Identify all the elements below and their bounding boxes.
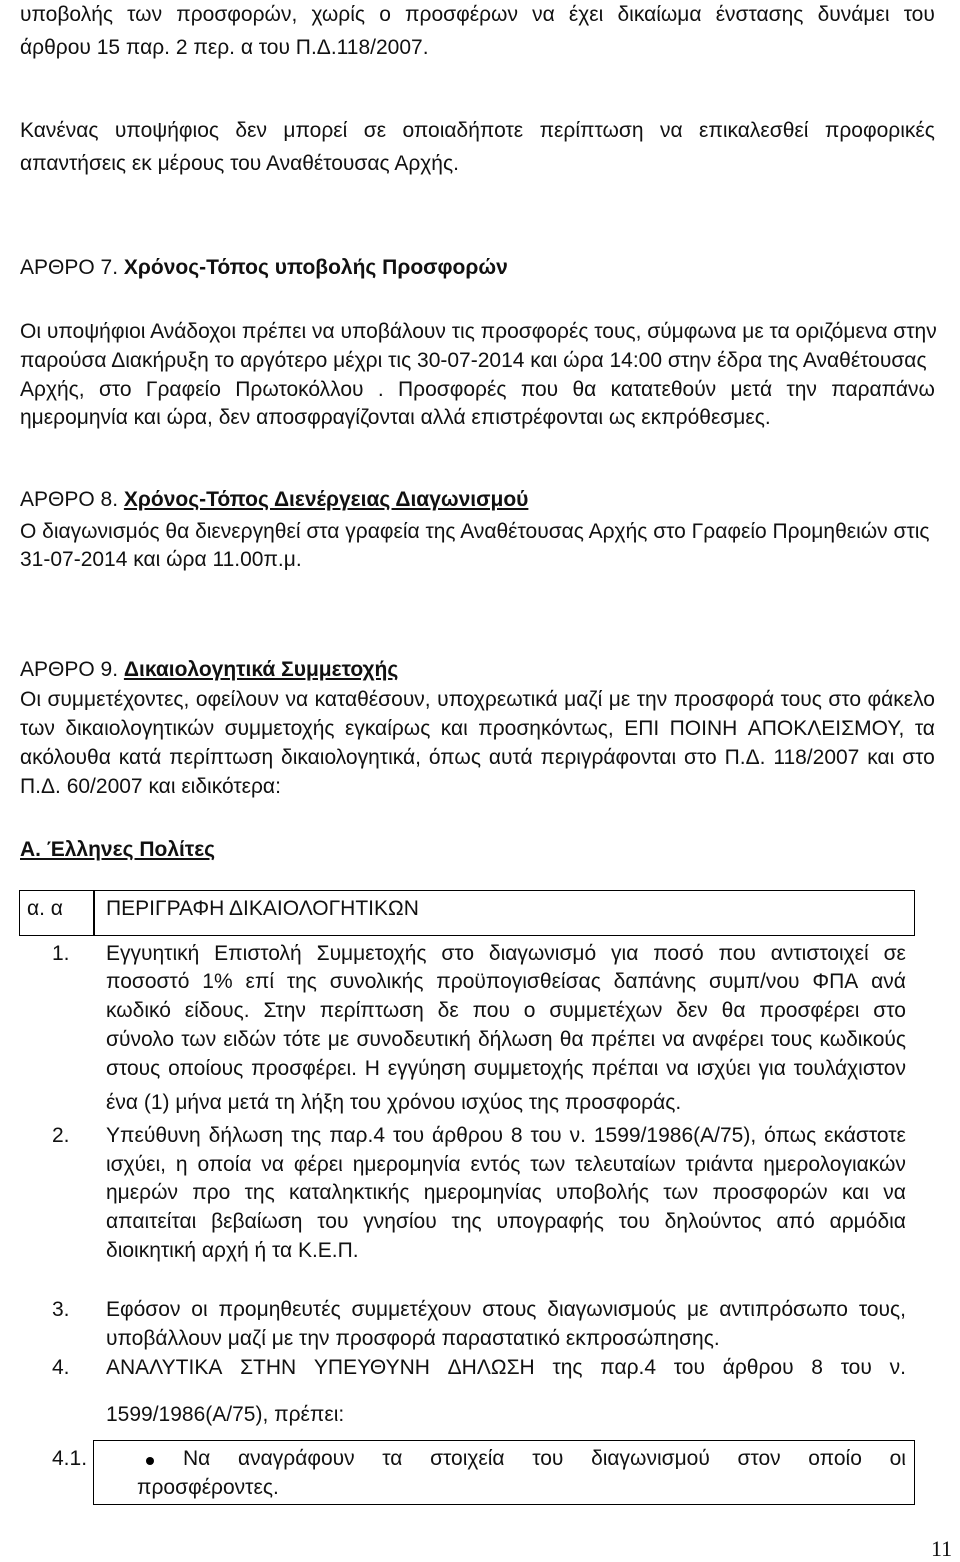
- article-7-line-2: παρούσα Διακήρυξη το αργότερο μέχρι τις 30-07-2014 και ώρα 14:00 στην έδρα της Αναθέτουσας: [20, 349, 927, 372]
- word: γνησίου: [363, 1210, 437, 1233]
- word: την: [636, 688, 668, 711]
- row-4-number: 4.: [52, 1356, 70, 1379]
- word: εντός: [470, 1153, 521, 1176]
- word: δεν: [235, 119, 267, 142]
- word: συμμετοχής: [473, 1057, 584, 1080]
- word: υποχρεωτικά: [437, 688, 558, 711]
- word: ημερολογιακών: [763, 1153, 906, 1176]
- row-3-line-2: υποβάλλουν μαζί με την προσφορά παραστατικό εκπροσώπησης.: [106, 1327, 720, 1350]
- word: του: [903, 3, 935, 26]
- word: θα: [721, 999, 746, 1022]
- table-header-description: ΠΕΡΙΓΡΑΦΗ ΔΙΚΑΙΟΛΟΓΗΤΙΚΩΝ: [106, 897, 419, 920]
- article-9-line-3: [20, 746, 935, 770]
- word: δήλωση: [208, 1124, 284, 1147]
- word: κατά: [118, 746, 162, 769]
- word: αναγράφουν: [237, 1447, 355, 1470]
- page-number: 11: [931, 1536, 953, 1561]
- word: Συμμετοχής: [316, 942, 427, 965]
- word: προσφέρει: [759, 999, 860, 1022]
- word: ισχύει,: [106, 1153, 166, 1176]
- word: του: [317, 1210, 349, 1233]
- word: συμμετέχων: [549, 999, 663, 1022]
- row-1-number: 1.: [52, 942, 70, 965]
- intro-line-2: άρθρου 15 παρ. 2 περ. α του Π.Δ.118/2007.: [20, 36, 429, 59]
- word: της: [451, 1210, 482, 1233]
- word: διαγωνισμό: [488, 942, 597, 965]
- word: κωδικούς: [819, 1028, 906, 1051]
- word: προσφέρει.: [251, 1057, 357, 1080]
- word: οφείλουν: [195, 688, 280, 711]
- word: Να: [183, 1447, 211, 1470]
- word: πρέπαι: [591, 1057, 659, 1080]
- word: Υπεύθυνη: [106, 1124, 201, 1147]
- article-9-line-1: [20, 688, 935, 712]
- word: οι: [889, 1447, 906, 1470]
- word: Εφόσον: [106, 1298, 181, 1321]
- word: ΥΠΕΥΘΥΝΗ: [313, 1356, 430, 1379]
- word: στο: [828, 688, 862, 711]
- article-7-line-1: Οι υποψήφιοι Ανάδοχοι πρέπει να υποβάλουν τις προσφορές τους, σύμφωνα με τα οριζόμενα στην: [20, 320, 937, 343]
- word: του: [530, 1124, 562, 1147]
- word: κατατεθούν: [610, 378, 717, 401]
- word: 1599/1986(Α/75),: [593, 1124, 757, 1147]
- word: του: [673, 1356, 705, 1379]
- word: τριάντα: [685, 1153, 754, 1176]
- row-1-line-3: [106, 999, 906, 1023]
- word: δυνάμει: [817, 3, 890, 26]
- word: της: [291, 1124, 322, 1147]
- word: οποίο: [808, 1447, 862, 1470]
- word: θα: [572, 378, 597, 401]
- word: του: [840, 1356, 872, 1379]
- word: για: [758, 1057, 786, 1080]
- word: των: [127, 3, 163, 26]
- word: που: [520, 378, 559, 401]
- word: των: [663, 1181, 699, 1204]
- word: στους: [106, 1057, 161, 1080]
- word: .: [377, 378, 384, 401]
- word: και: [841, 1181, 869, 1204]
- word: άρθρου: [432, 1124, 503, 1147]
- article-title: Χρόνος-Τόπος υποβολής Προσφορών: [123, 256, 508, 279]
- article-8-heading: [20, 488, 528, 512]
- word: υποψήφιος: [114, 119, 220, 142]
- word: του: [618, 1210, 650, 1233]
- article-number: ΑΡΘΡΟ 9.: [20, 658, 119, 681]
- word: ΑΠΟΚΛΕΙΣΜΟΥ,: [747, 717, 905, 740]
- word: εγγύηση: [387, 1057, 466, 1080]
- word: συνοδευτική: [356, 1028, 471, 1051]
- word: ειδών: [223, 1028, 277, 1051]
- word: ο: [523, 999, 536, 1022]
- article-number: ΑΡΘΡΟ 8.: [20, 488, 119, 511]
- word: για: [611, 942, 639, 965]
- article-9-line-2: [20, 717, 935, 741]
- intro-line-1: [20, 3, 935, 27]
- word: τους,: [858, 1298, 906, 1321]
- row-1-line-6: ένα (1) μήνα μετά τη λήξη του χρόνου ισχύος της προσφοράς.: [106, 1091, 682, 1114]
- table-header-number: α. α: [27, 897, 63, 920]
- word: απαιτείται: [106, 1210, 197, 1233]
- word: φάκελο: [867, 688, 935, 711]
- word: του: [392, 1124, 425, 1147]
- word: περίπτωση: [169, 746, 274, 769]
- word: Στην: [263, 999, 306, 1022]
- word: στο: [902, 746, 935, 769]
- row-3-line-1: [106, 1298, 906, 1322]
- section-heading: Α. Έλληνες Πολίτες: [20, 838, 216, 861]
- word: των: [20, 717, 55, 740]
- word: δηλούντος: [664, 1210, 762, 1233]
- word: Γραφείο: [145, 378, 221, 401]
- word: από: [776, 1210, 815, 1233]
- word: τότε: [283, 1028, 321, 1051]
- word: περίπτωση: [319, 999, 424, 1022]
- row-1-line-1: [106, 942, 906, 966]
- word: προφορικές: [824, 119, 935, 142]
- word: Εγγυητική: [106, 942, 200, 965]
- word: προμηθευτές: [218, 1298, 341, 1321]
- word: με: [687, 1298, 709, 1321]
- row-4-1-number: 4.1.: [52, 1447, 88, 1470]
- word: τους: [780, 688, 822, 711]
- row-2-line-2: [106, 1153, 906, 1177]
- article-9-line-4: Π.Δ. 60/2007 και ειδικότερα:: [20, 775, 281, 798]
- word: ημερομηνίας: [423, 1181, 542, 1204]
- word: όπως: [428, 746, 481, 769]
- word: στο: [873, 999, 906, 1022]
- row-4-line-1: [106, 1356, 906, 1380]
- word: οποία: [197, 1153, 252, 1176]
- word: και: [440, 717, 468, 740]
- word: Π.Δ.: [724, 746, 766, 769]
- word: προσφορών: [712, 1181, 828, 1204]
- word: ένστασης: [715, 3, 804, 26]
- word: διαγωνισμούς: [547, 1298, 677, 1321]
- word: συμμετέχουν: [351, 1298, 472, 1321]
- word: σε: [883, 942, 906, 965]
- word: αντιπρόσωπο: [719, 1298, 848, 1321]
- article-title: Δικαιολογητικά Συμμετοχής: [123, 658, 399, 681]
- word: Πρωτοκόλλου: [235, 378, 364, 401]
- word: ημερών: [106, 1181, 178, 1204]
- word: στο: [98, 378, 132, 401]
- word: να: [662, 1028, 685, 1051]
- word: σύνολο: [106, 1028, 175, 1051]
- word: ανφέρει: [692, 1028, 764, 1051]
- word: προσφέρων: [405, 3, 518, 26]
- word: δικαίωμα: [617, 3, 702, 26]
- article-title: Χρόνος-Τόπος Διενέργειας Διαγωνισμού: [123, 488, 529, 511]
- word: να: [883, 1181, 906, 1204]
- word: ΠΟΙΝΗ: [669, 717, 738, 740]
- word: συμπ/νου: [708, 970, 800, 993]
- word: την: [786, 378, 817, 401]
- word: μετά: [730, 378, 773, 401]
- word: καταληκτικής: [289, 1181, 410, 1204]
- word: των: [181, 1028, 217, 1051]
- word: πρέπει: [590, 1028, 656, 1051]
- word: των: [530, 1153, 566, 1176]
- word: 8: [510, 1124, 523, 1147]
- word: και: [867, 746, 895, 769]
- word: επί: [245, 970, 274, 993]
- row-4-line-2: 1599/1986(Α/75), πρέπει:: [106, 1403, 345, 1426]
- row-2-line-5: διοικητική αρχή ή τα Κ.Ε.Π.: [106, 1239, 359, 1262]
- word: όπως: [764, 1124, 817, 1147]
- word: ΔΗΛΩΣΗ: [447, 1356, 535, 1379]
- word: της: [286, 970, 317, 993]
- word: αρμόδια: [829, 1210, 906, 1233]
- word: στον: [737, 1447, 781, 1470]
- word: στοιχεία: [430, 1447, 505, 1470]
- word: μαζί: [564, 688, 603, 711]
- word: στους: [482, 1298, 537, 1321]
- word: παρ.4: [600, 1356, 657, 1379]
- word: χωρίς: [311, 3, 366, 26]
- word: φέρει: [293, 1153, 343, 1176]
- word: ΦΠΑ: [812, 970, 859, 993]
- row-3-number: 3.: [52, 1298, 70, 1321]
- row-2-line-4: [106, 1210, 906, 1234]
- word: άρθρου: [722, 1356, 794, 1379]
- word: μπορεί: [283, 119, 348, 142]
- word: βεβαίωση: [211, 1210, 303, 1233]
- word: δεν: [676, 999, 708, 1022]
- word: να: [285, 688, 309, 711]
- word: 8: [811, 1356, 823, 1379]
- row-2-line-3: [106, 1181, 906, 1205]
- word: κωδικό: [106, 999, 171, 1022]
- word: ποσό: [653, 942, 704, 965]
- word: ακόλουθα: [20, 746, 111, 769]
- word: δικαιολογητικών: [65, 717, 215, 740]
- word: ποσοστό: [106, 970, 190, 993]
- word: προσηκόντως,: [478, 717, 614, 740]
- word: στο: [684, 746, 717, 769]
- word: στο: [441, 942, 475, 965]
- word: τελευταίων: [575, 1153, 676, 1176]
- bullet-icon: [146, 1457, 154, 1465]
- row-2-number: 2.: [52, 1124, 70, 1147]
- word: να: [666, 1057, 689, 1080]
- word: οποιαδήποτε: [402, 119, 524, 142]
- word: να: [261, 1153, 285, 1176]
- word: που: [472, 999, 510, 1022]
- word: Επιστολή: [214, 942, 302, 965]
- article-8-line-1: Ο διαγωνισμός θα διενεργηθεί στα γραφεία της Αναθέτουσας Αρχής στο Γραφείο Προμηθειών στις: [20, 520, 930, 543]
- word: περίπτωση: [539, 119, 644, 142]
- word: ημερομηνία: [352, 1153, 461, 1176]
- word: συμμετοχής: [224, 717, 335, 740]
- article-8-line-2: 31-07-2014 και ώρα 11.00π.μ.: [20, 548, 302, 571]
- word: έχει: [568, 3, 604, 26]
- word: περιγράφονται: [540, 746, 677, 769]
- word: της: [552, 1356, 583, 1379]
- word: διαγωνισμού: [591, 1447, 710, 1470]
- article-7-heading: [20, 256, 508, 280]
- word: ανά: [871, 970, 906, 993]
- row-4-1-line-2: προσφέροντες.: [137, 1476, 279, 1499]
- word: δικαιολογητικά,: [281, 746, 421, 769]
- word: ο: [379, 3, 391, 26]
- word: ΑΝΑΛΥΤΙΚΑ: [106, 1356, 223, 1379]
- row-4-1-line-1: [183, 1447, 906, 1471]
- word: Κανένας: [20, 119, 99, 142]
- word: ΕΠΙ: [624, 717, 660, 740]
- word: προσφορών,: [176, 3, 298, 26]
- word: Προσφορές: [398, 378, 507, 401]
- row-2-line-1: [106, 1124, 906, 1148]
- word: καταθέσουν,: [314, 688, 431, 711]
- intro-line-3: [20, 119, 935, 143]
- row-1-line-2: [106, 970, 906, 994]
- word: εκάστοτε: [824, 1124, 906, 1147]
- word: να: [659, 119, 683, 142]
- word: να: [532, 3, 555, 26]
- word: με: [608, 688, 631, 711]
- article-7-line-4: ημερομηνία και ώρα, δεν αποσφραγίζονται αλλά επιστρέφονται ως εκπρόθεσμες.: [20, 406, 771, 429]
- word: παραπάνω: [831, 378, 935, 401]
- word: της: [244, 1181, 275, 1204]
- word: Αρχής,: [20, 378, 85, 401]
- word: εγκαίρως: [344, 717, 431, 740]
- word: αντιστοιχεί: [770, 942, 869, 965]
- word: με: [327, 1028, 350, 1051]
- word: τα: [382, 1447, 403, 1470]
- word: η: [175, 1153, 188, 1176]
- word: σε: [363, 119, 387, 142]
- word: 118/2007: [773, 746, 860, 769]
- article-7-line-3: [20, 378, 935, 402]
- word: που: [718, 942, 756, 965]
- word: υπογραφής: [496, 1210, 604, 1233]
- word: θα: [559, 1028, 584, 1051]
- word: 1%: [202, 970, 233, 993]
- row-1-line-4: [106, 1028, 906, 1052]
- word: τα: [914, 717, 935, 740]
- word: προσφορά: [673, 688, 775, 711]
- word: Η: [364, 1057, 380, 1080]
- word: δήλωση: [477, 1028, 553, 1051]
- word: ισχύει: [696, 1057, 751, 1080]
- word: είδους.: [184, 999, 250, 1022]
- word: ν.: [889, 1356, 906, 1379]
- word: συμμετέχοντες,: [47, 688, 190, 711]
- word: συνολικής: [329, 970, 424, 993]
- word: προϋπογισθείσας: [436, 970, 601, 993]
- intro-line-4: απαντήσεις εκ μέρους του Αναθέτουσας Αρχής.: [20, 152, 459, 175]
- word: επικαλεσθεί: [699, 119, 809, 142]
- word: οποίους: [168, 1057, 244, 1080]
- word: του: [532, 1447, 564, 1470]
- article-9-heading: [20, 658, 398, 682]
- word: προ: [192, 1181, 231, 1204]
- word: παρ.4: [329, 1124, 385, 1147]
- word: ν.: [569, 1124, 586, 1147]
- word: δε: [437, 999, 459, 1022]
- word: τουλάχιστον: [793, 1057, 906, 1080]
- word: ΣΤΗΝ: [240, 1356, 297, 1379]
- word: τους: [770, 1028, 813, 1051]
- word: υποβολής: [556, 1181, 650, 1204]
- word: οι: [191, 1298, 208, 1321]
- word: υποβολής: [20, 3, 114, 26]
- word: αυτά: [488, 746, 533, 769]
- row-1-line-5: [106, 1057, 906, 1081]
- word: δαπάνης: [613, 970, 697, 993]
- word: Οι: [20, 688, 41, 711]
- article-number: ΑΡΘΡΟ 7.: [20, 256, 119, 279]
